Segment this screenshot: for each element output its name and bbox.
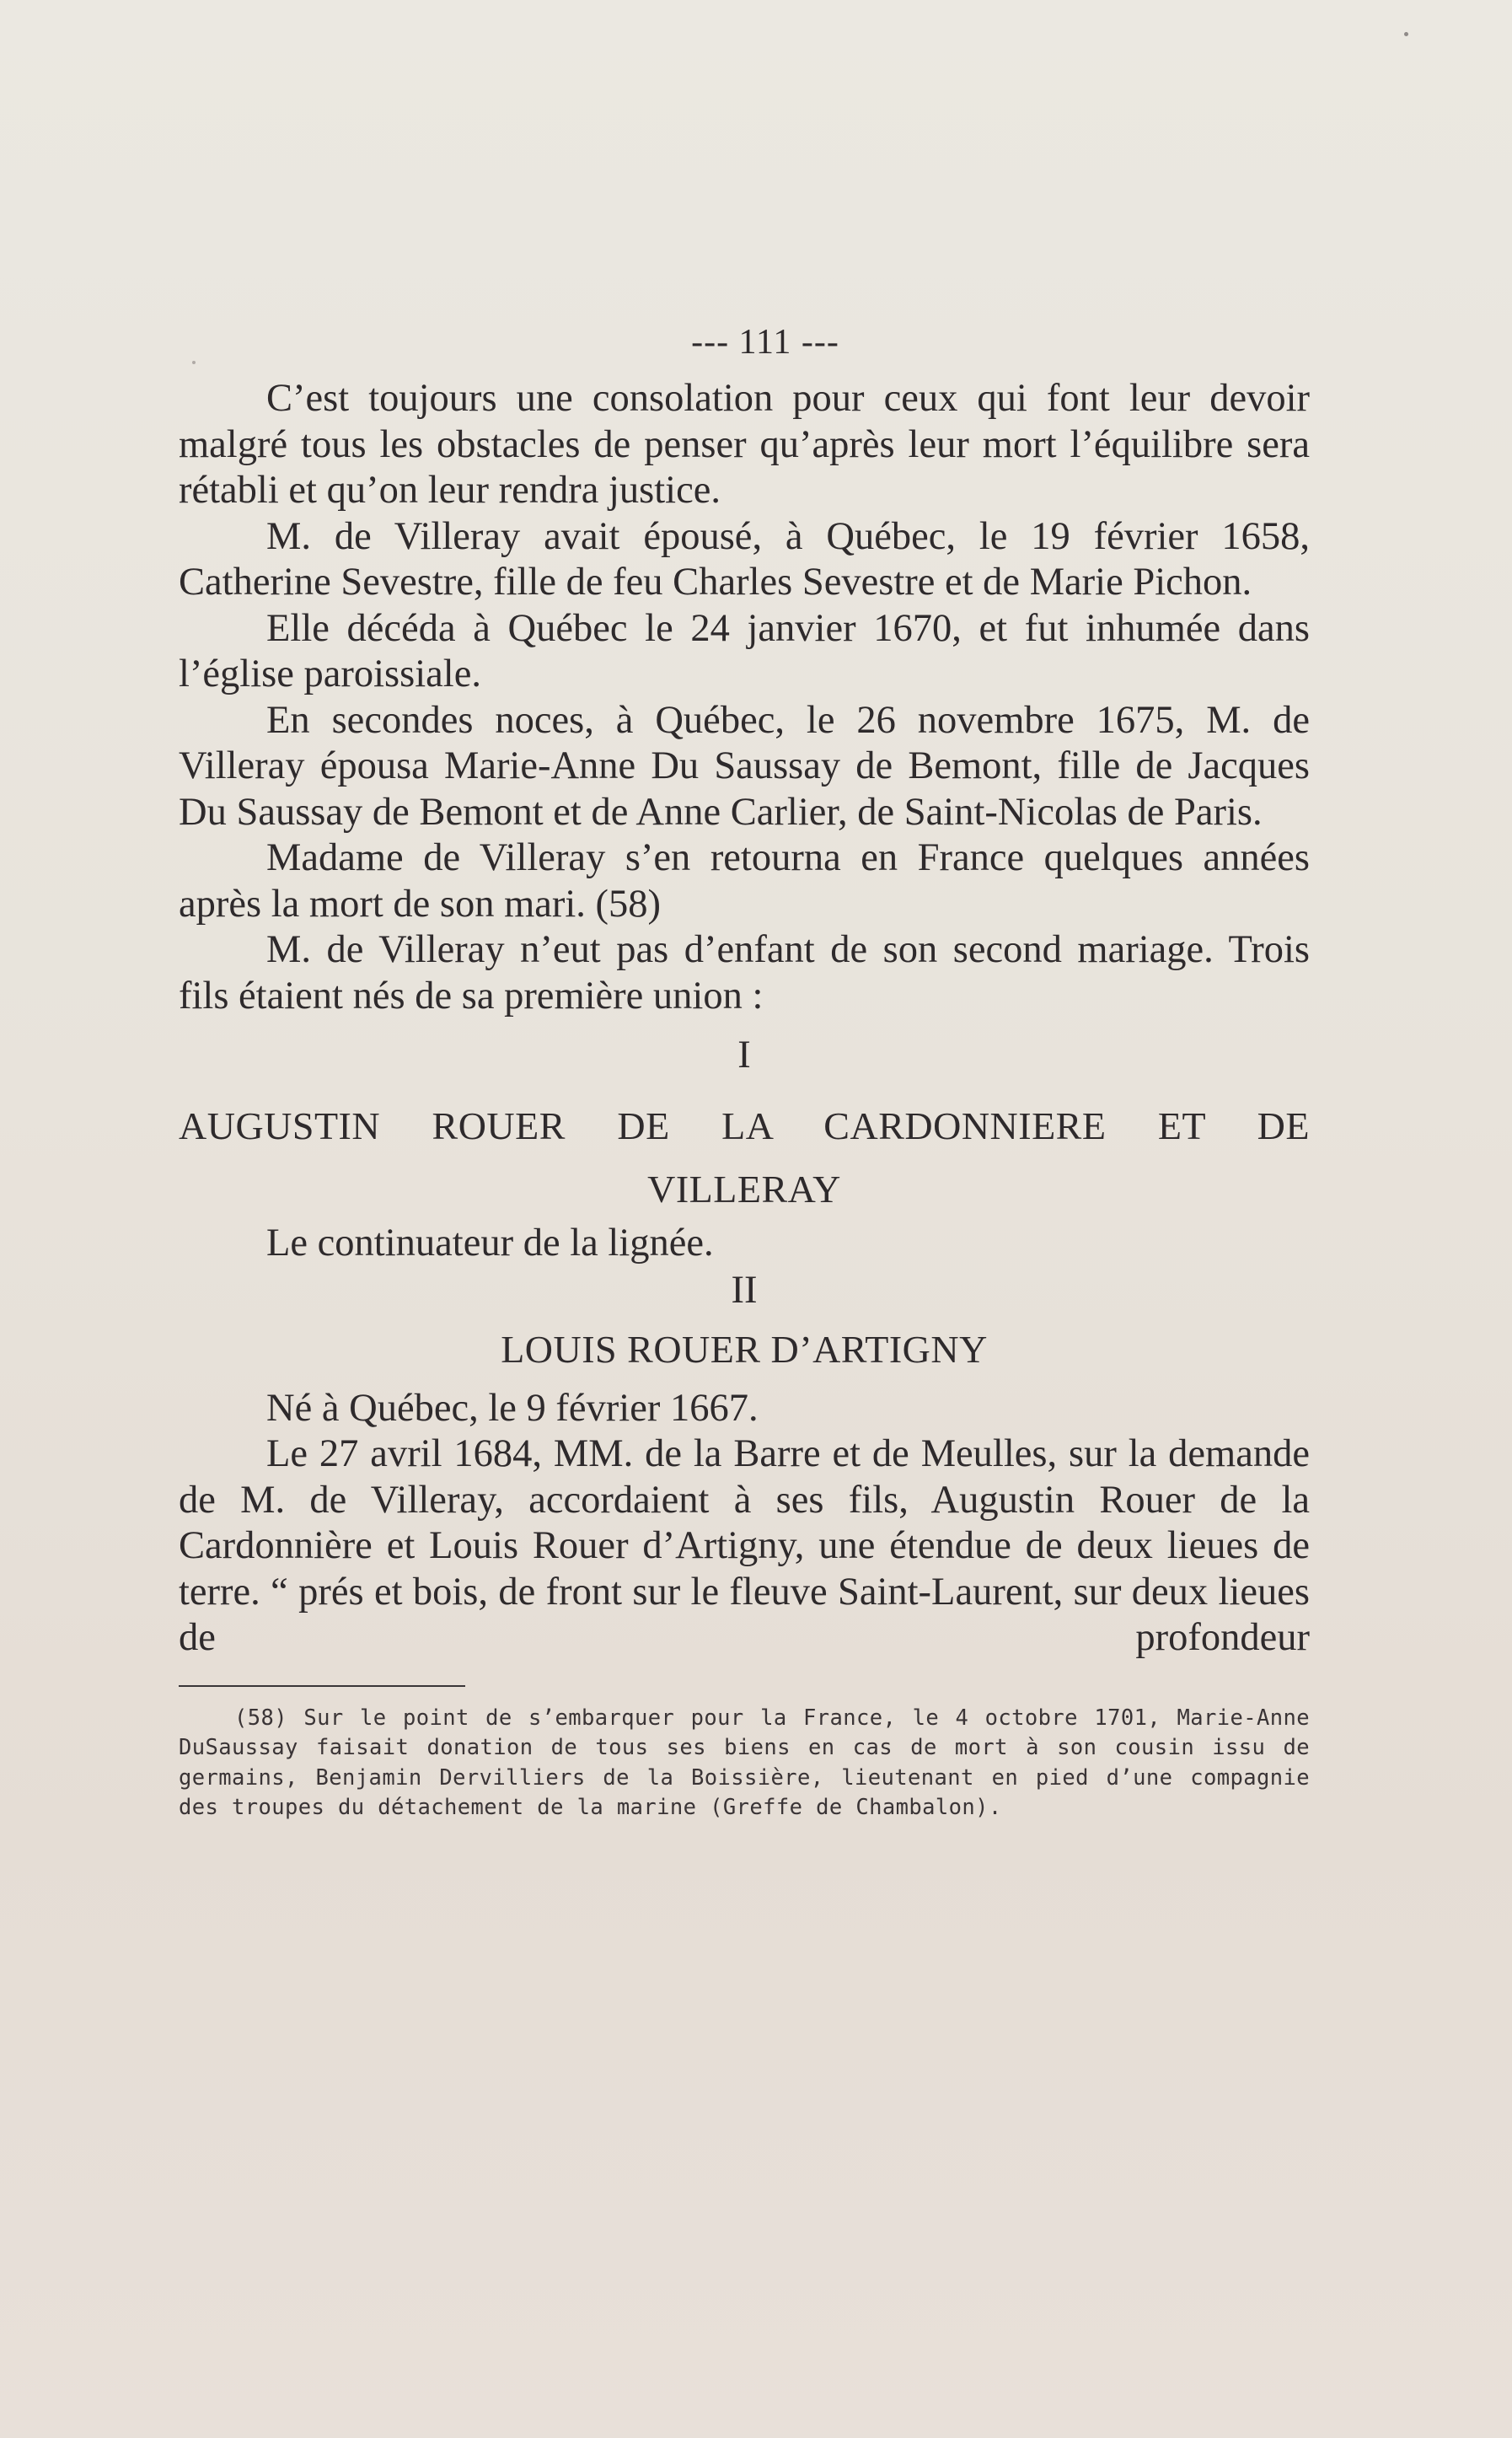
section-heading-continued: VILLERAY: [647, 1167, 841, 1211]
paragraph: Né à Québec, le 9 février 1667.: [266, 1386, 759, 1430]
section-heading: LOUIS ROUER D’ARTIGNY: [501, 1327, 988, 1371]
footnote-rule: [179, 1685, 465, 1687]
paragraph: M. de Villeray n’eut pas d’enfant de son second mariage. Trois fils étaient nés de sa première union :: [179, 928, 1310, 1018]
footnote: (58) Sur le point de s’embarquer pour la France, le 4 octobre 1701, Marie-Anne DuSaussay faisait donation de tous ses biens en cas de mort à son cousin issu de germains, Benjamin Dervilliers de la Boissière, lieutenant en pied d’une compagnie des troupes du détachement de la marine (Greffe de Chambalon).: [179, 1705, 1310, 1820]
paragraph: M. de Villeray avait épousé, à Québec, le 19 février 1658, Catherine Sevestre, fille de feu Charles Sevestre et de Marie Pichon.: [179, 514, 1310, 604]
section-text: Le continuateur de la lignée.: [266, 1221, 714, 1265]
paper-speck: [1404, 32, 1408, 36]
section-heading: AUGUSTIN ROUER DE LA CARDONNIERE ET DE: [179, 1104, 1310, 1147]
book-page: [179, 314, 1310, 1823]
paragraph: En secondes noces, à Québec, le 26 novembre 1675, M. de Villeray épousa Marie-Anne Du Saussay de Bemont, fille de Jacques Du Saussay de Bemont et de Anne Carlier, de Saint-Nicolas de Paris.: [179, 698, 1310, 834]
section-numeral: II: [731, 1269, 758, 1312]
page-number: --- 111 ---: [691, 323, 839, 362]
paragraph: Le 27 avril 1684, MM. de la Barre et de Meulles, sur la demande de M. de Villeray, accordaient à ses fils, Augustin Rouer de la Cardonnière et Louis Rouer d’Artigny, une étendue de deux lieues de terre. “ prés et bois, de front sur le fleuve Saint-Laurent, sur deux lieues de profondeur: [179, 1432, 1310, 1659]
paragraph: C’est toujours une consolation pour ceux qui font leur devoir malgré tous les obstacles de penser qu’après leur mort l’équilibre sera rétabli et qu’on leur rendra justice.: [179, 377, 1310, 512]
paragraph: Madame de Villeray s’en retourna en France quelques années après la mort de son mari. (58): [179, 836, 1310, 926]
section-numeral: I: [737, 1034, 751, 1077]
paragraph: Elle décéda à Québec le 24 janvier 1670, et fut inhumée dans l’église paroissiale.: [179, 606, 1310, 695]
